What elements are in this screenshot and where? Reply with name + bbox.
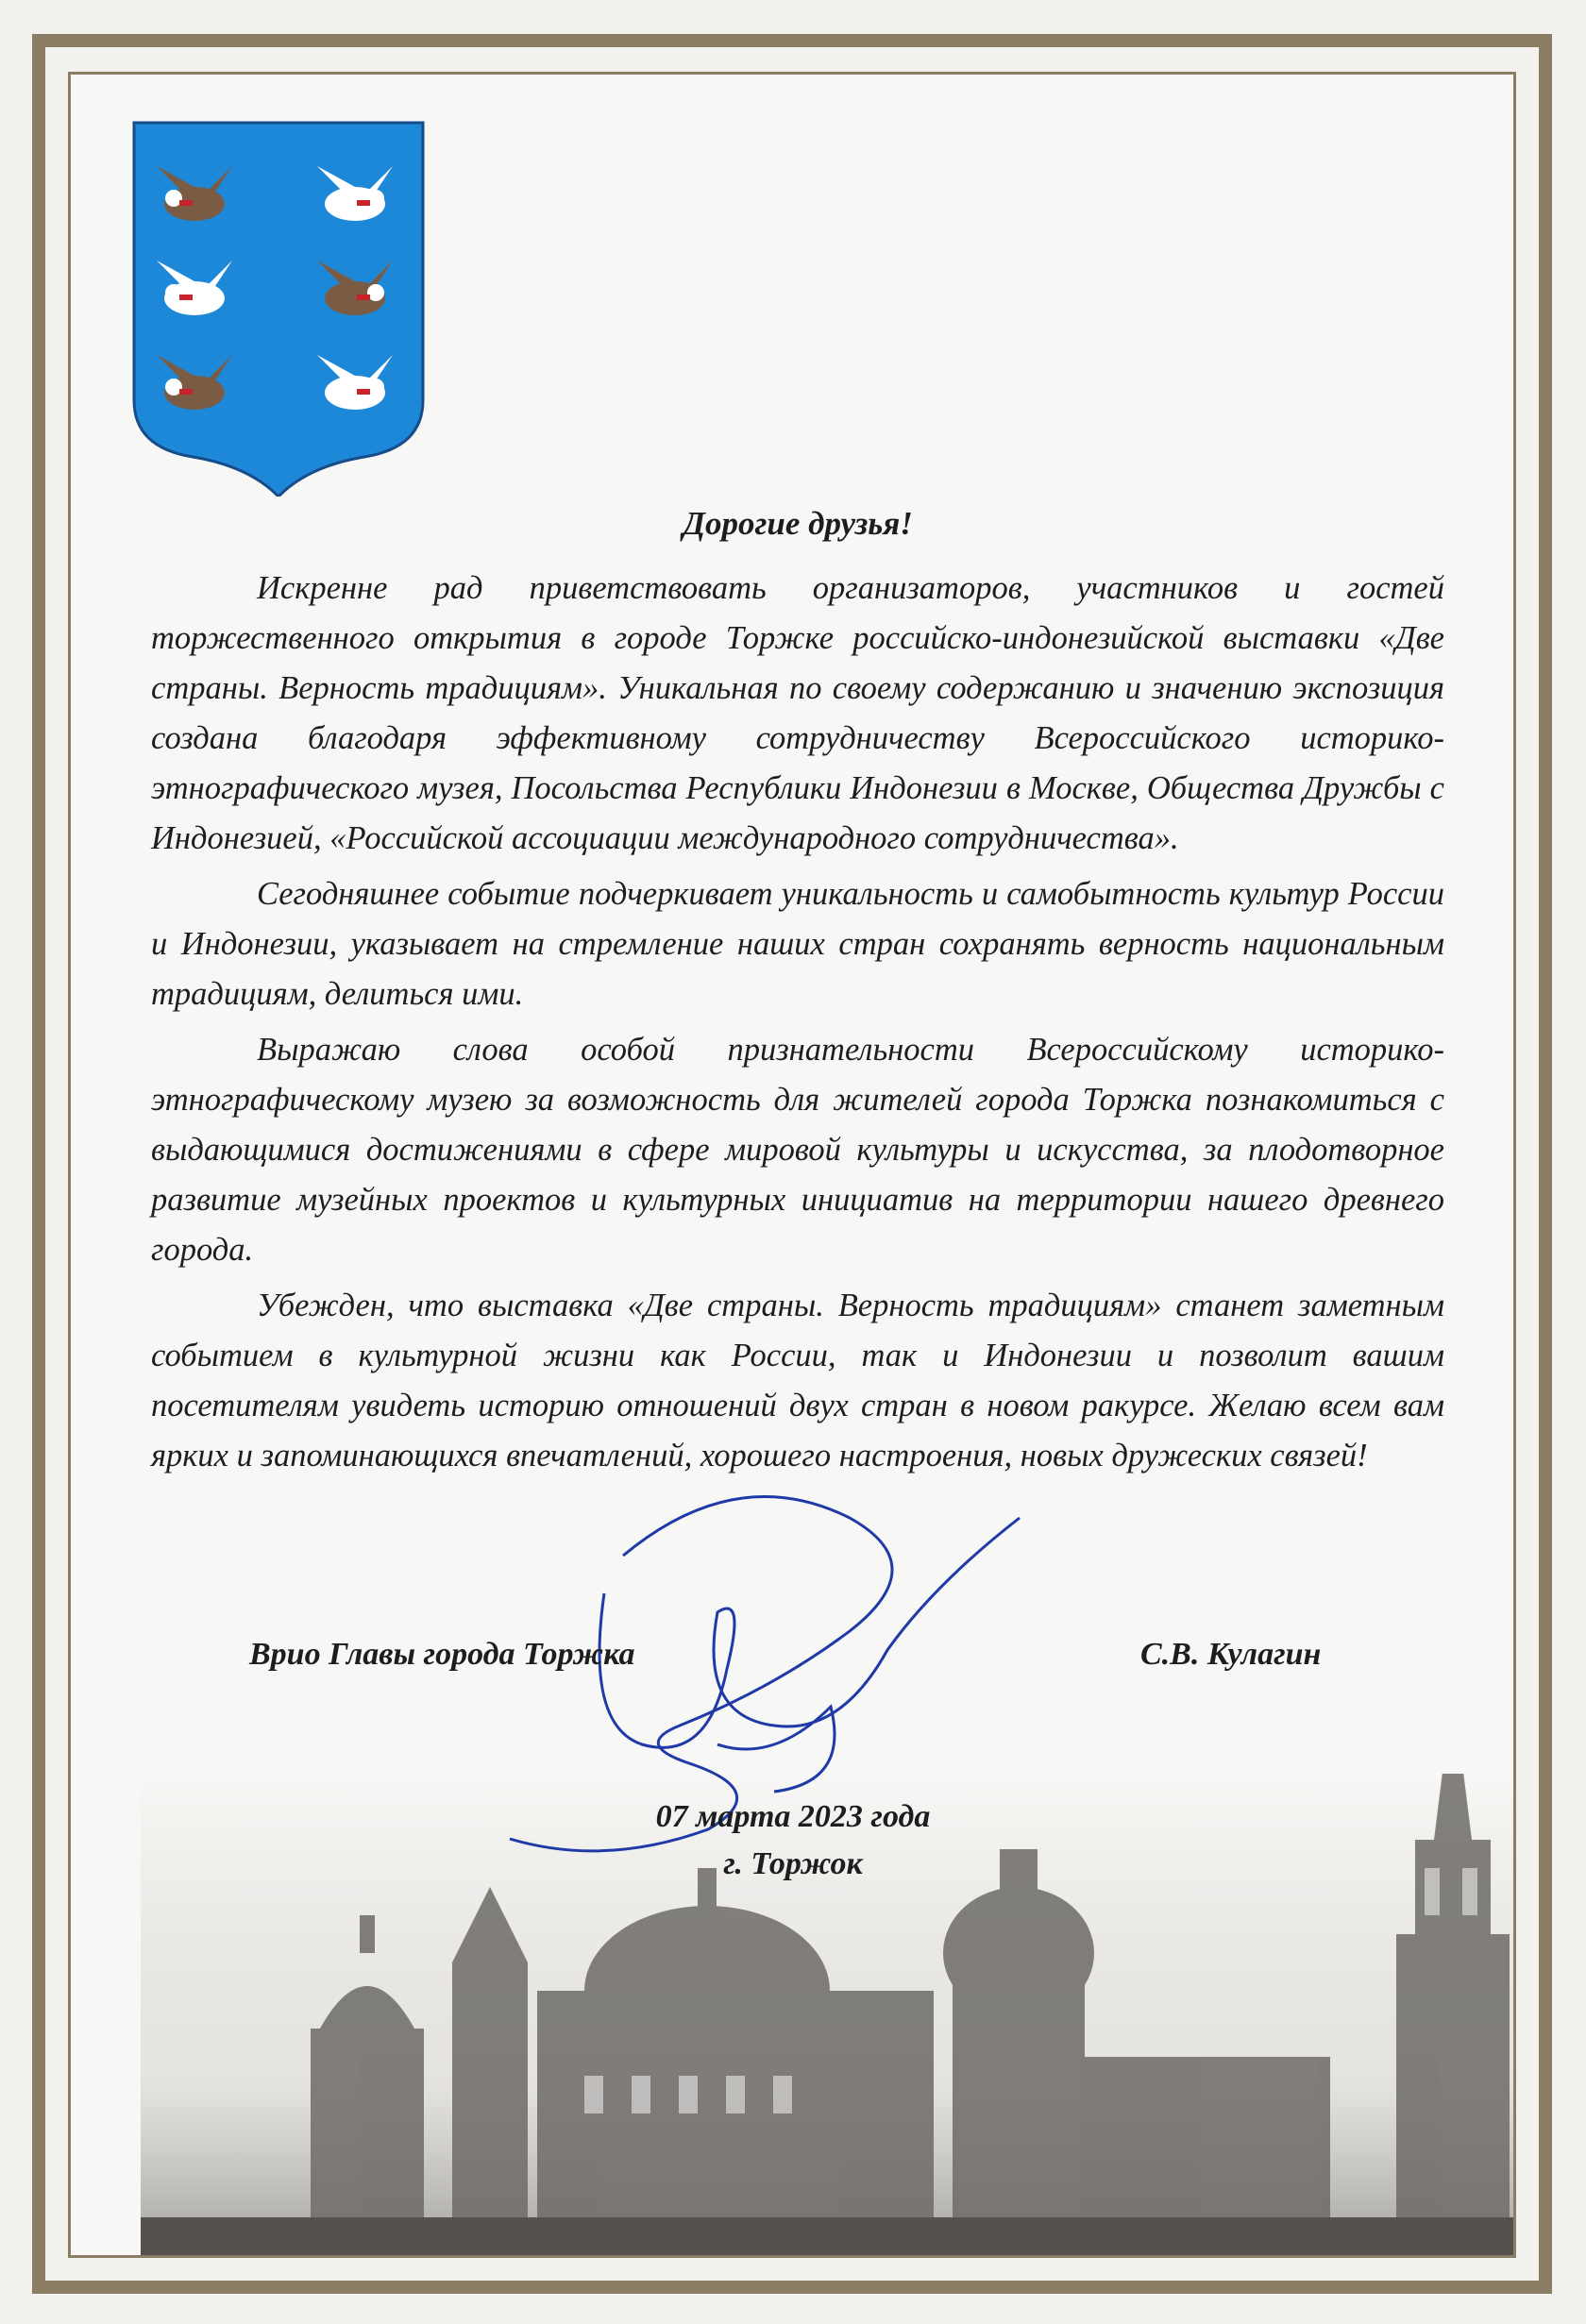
greeting: Дорогие друзья!	[683, 505, 913, 542]
paragraph: Сегодняшнее событие подчеркивает уникальность и самобытность культур России и Индонезии, указывает на стремление наших стран сохранять верность национальным традициям, делиться ими.	[151, 876, 1444, 1012]
signatory-name: С.В. Кулагин	[1140, 1637, 1322, 1672]
signatory-title: Врио Главы города Торжка	[249, 1637, 635, 1672]
paragraph: Выражаю слова особой признательности Всероссийскому историко-этнографическому музею за возможность для жителей города Торжка познакомиться с выдающимися достижениями в сфере мировой культуры и искусства, за плодотворное развитие музейных проектов и культурных инициатив на территории нашего древнего города.	[151, 1032, 1444, 1268]
paragraph: Убежден, что выставка «Две страны. Верность традициям» станет заметным событием в культурной жизни как России, так и Индонезии и позволит вашим посетителям увидеть историю отношений двух стран в новом ракурсе. Желаю всем вам ярких и запоминающихся впечатлений, хорошего настроения, новых дружеских связей!	[151, 1288, 1444, 1474]
coat-of-arms-icon	[128, 117, 429, 497]
letter-body	[151, 498, 1444, 1487]
paragraph: Искренне рад приветствовать организаторов, участников и гостей торжественного открытия в городе Торжке российско-индонезийской выставки «Две страны. Верность традициям». Уникальная по своему содержанию и значению экспозиция создана благодаря эффективному сотрудничеству Всероссийского историко-этнографического музея, Посольства Республики Индонезии в Москве, Общества Дружбы с Индонезией, «Российской ассоциации международного сотрудничества».	[151, 570, 1444, 856]
document-date: 07 марта 2023 года	[655, 1799, 931, 1834]
document-place: г. Торжок	[723, 1846, 863, 1881]
